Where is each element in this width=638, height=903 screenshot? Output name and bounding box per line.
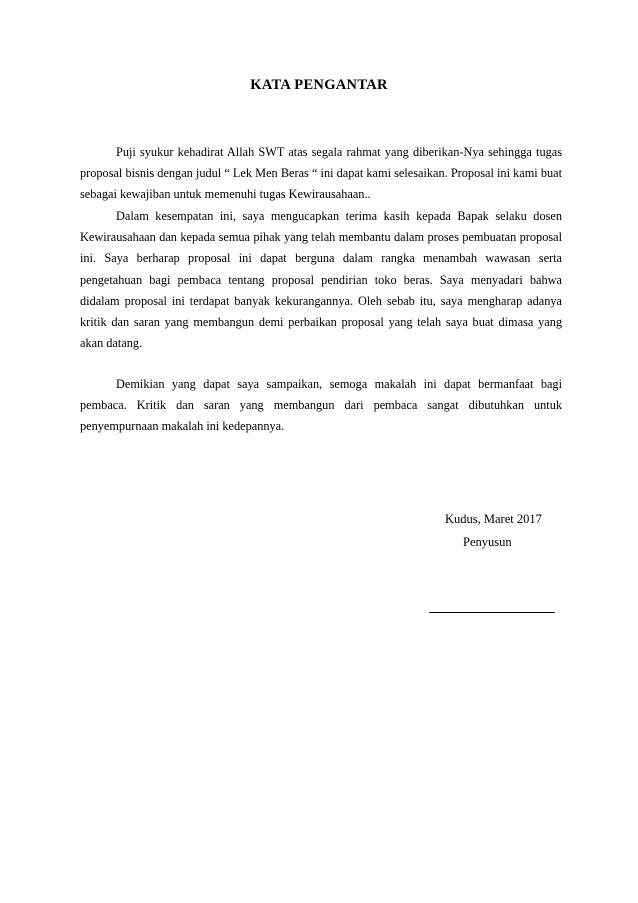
paragraph-closing xyxy=(80,374,562,438)
paragraph-text: Demikian yang dapat saya sampaikan, semoga makalah ini dapat bermanfaat bagi pembaca. Kritik dan saran yang membangun dari pembaca sangat dibutuhkan untuk penyempurnaan makalah ini kedepannya. xyxy=(80,377,562,434)
place-date: Kudus, Maret 2017 xyxy=(445,512,542,526)
page-title: KATA PENGANTAR xyxy=(250,77,388,93)
author-label: Penyusun xyxy=(463,535,512,549)
paragraph-intro xyxy=(80,142,562,206)
signature-line xyxy=(429,612,555,613)
paragraph-thanks xyxy=(80,206,562,354)
paragraph-text: Puji syukur kehadirat Allah SWT atas segala rahmat yang diberikan-Nya sehingga tugas proposal bisnis dengan judul “ Lek Men Beras “ ini dapat kami selesaikan. Proposal ini kami buat sebagai kewajiban untuk memenuhi tugas Kewirausahaan.. xyxy=(80,145,562,202)
paragraph-text: Dalam kesempatan ini, saya mengucapkan terima kasih kepada Bapak selaku dosen Kewirausahaan dan kepada semua pihak yang telah membantu dalam proses pembuatan proposal ini. Saya berharap proposal ini dapat berguna dalam rangka menambah wawasan serta pengetahuan bagi pembaca tentang proposal pendirian toko beras. Saya menyadari bahwa didalam proposal ini terdapat banyak kekurangannya. Oleh sebab itu, saya mengharap adanya kritik dan saran yang membangun demi perbaikan proposal yang telah saya buat dimasa yang akan datang. xyxy=(80,209,562,351)
